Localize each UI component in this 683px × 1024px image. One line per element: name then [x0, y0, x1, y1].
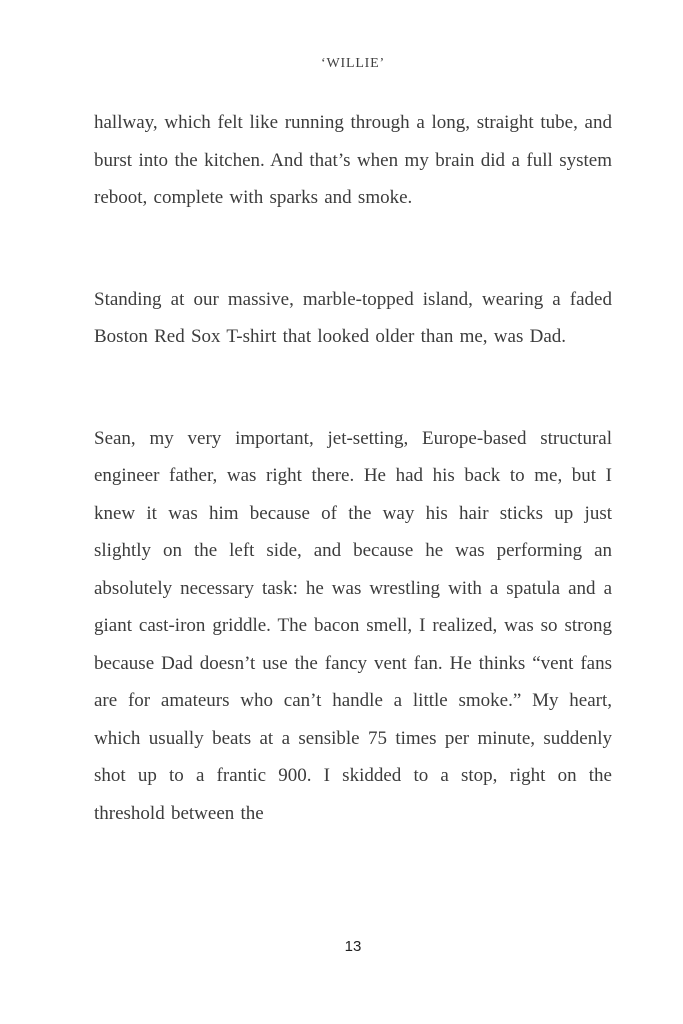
paragraph-2: Standing at our massive, marble-topped island, wearing a faded Boston Red Sox T-shirt that looked older than me, was Dad. [94, 288, 612, 347]
page-number: 13 [344, 938, 362, 955]
text-block [94, 56, 612, 832]
body-text [94, 104, 612, 832]
running-head: ‘WILLIE’ [321, 56, 385, 71]
paragraph-3: Sean, my very important, jet-setting, Europe-based structural engineer father, was right there. He had his back to me, but I knew it was him because of the way his hair sticks up just slightly on the left side, and because he was performing an absolutely necessary task: he was wrestling with a spatula and a giant cast-iron griddle. The bacon smell, I realized, was so strong because Dad doesn’t use the fancy vent fan. He thinks “vent fans are for amateurs who can’t handle a little smoke.” My heart, which usually beats at a sensible 75 times per minute, suddenly shot up to a frantic 900. I skidded to a stop, right on the threshold between the [94, 427, 612, 824]
paragraph-1: hallway, which felt like running through a long, straight tube, and burst into the kitchen. And that’s when my brain did a full system reboot, complete with sparks and smoke. [94, 112, 612, 208]
